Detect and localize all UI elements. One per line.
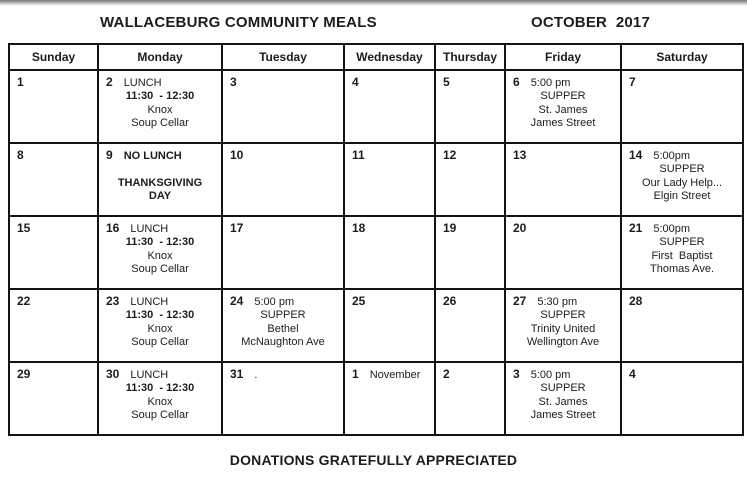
day-number: 23 [106, 294, 120, 308]
cell-top-line [101, 75, 219, 90]
cell-top-line [624, 148, 740, 163]
calendar-cell [505, 216, 621, 289]
day-header-row [9, 44, 743, 70]
cell-top-line [508, 148, 618, 162]
day-number: 25 [352, 294, 366, 308]
day-number: 2 [443, 367, 450, 381]
calendar-cell [621, 70, 743, 143]
event-line: SUPPER [260, 309, 306, 321]
cell-top-line [438, 367, 502, 381]
day-header-friday: Friday [505, 44, 621, 70]
day-number: 15 [17, 221, 31, 235]
calendar-cell [9, 216, 98, 289]
cell-top-line [225, 221, 341, 235]
day-number: 24 [230, 294, 244, 308]
event-title: 5:00 pm [530, 369, 571, 381]
day-number: 26 [443, 294, 457, 308]
day-number: 16 [106, 221, 120, 235]
day-number: 2 [106, 75, 113, 89]
calendar-table [8, 43, 744, 436]
day-number: 6 [513, 75, 520, 89]
month-label: OCTOBER 2017 [530, 14, 650, 31]
day-number: 18 [352, 221, 366, 235]
day-header-sunday: Sunday [9, 44, 98, 70]
event-line: 11:30 - 12:30 [125, 309, 195, 321]
day-number: 20 [513, 221, 527, 235]
event-line: Bethel [267, 322, 299, 335]
calendar-cell [435, 143, 505, 216]
calendar-cell [505, 70, 621, 143]
cell-top-line [347, 75, 432, 89]
cell-top-line [12, 148, 95, 162]
calendar-cell [98, 289, 222, 362]
event-line: First Baptist [651, 249, 713, 262]
cell-top-line [12, 75, 95, 89]
calendar-cell [222, 289, 344, 362]
calendar-cell [98, 216, 222, 289]
calendar-cell [9, 362, 98, 435]
cell-top-line [508, 367, 618, 382]
week-row [9, 70, 743, 143]
day-number: 29 [17, 367, 31, 381]
cell-top-line [225, 367, 341, 382]
event-line [101, 163, 219, 177]
day-header-saturday: Saturday [621, 44, 743, 70]
cell-top-line [225, 294, 341, 309]
cell-top-line [225, 148, 341, 162]
cell-top-line [347, 367, 432, 382]
calendar-cell [344, 70, 435, 143]
event-line: Our Lady Help... [641, 176, 723, 189]
cell-top-line [347, 294, 432, 308]
cell-top-line [624, 367, 740, 381]
cell-top-line [624, 221, 740, 236]
calendar-cell [505, 143, 621, 216]
day-number: 4 [629, 367, 636, 381]
cell-top-line [508, 294, 618, 309]
day-number: 12 [443, 148, 457, 162]
calendar-cell [435, 216, 505, 289]
day-number: 14 [629, 148, 643, 162]
event-line: Trinity United [530, 322, 596, 335]
day-header-tuesday: Tuesday [222, 44, 344, 70]
day-number: 13 [513, 148, 527, 162]
event-line: McNaughton Ave [241, 336, 325, 348]
day-header-thursday: Thursday [435, 44, 505, 70]
event-line: Knox [147, 322, 173, 335]
cell-top-line [438, 75, 502, 89]
calendar-cell [9, 143, 98, 216]
event-line: Elgin Street [653, 190, 711, 202]
week-row [9, 362, 743, 435]
event-line: Thomas Ave. [650, 263, 714, 275]
calendar-cell [505, 289, 621, 362]
day-number: 1 [352, 367, 359, 381]
day-number: 21 [629, 221, 643, 235]
calendar-cell [222, 70, 344, 143]
event-title: 5:30 pm [537, 296, 578, 308]
calendar-cell [344, 143, 435, 216]
cell-top-line [347, 148, 432, 162]
cell-top-line [624, 75, 740, 89]
event-line: Soup Cellar [131, 409, 189, 421]
event-line: SUPPER [540, 90, 586, 102]
event-line: Wellington Ave [526, 336, 600, 348]
cell-top-line [438, 148, 502, 162]
calendar-cell [621, 289, 743, 362]
cell-top-line [101, 148, 219, 163]
event-line: Knox [147, 249, 173, 262]
week-row [9, 143, 743, 216]
calendar-table-body [9, 70, 743, 435]
event-line: Soup Cellar [131, 336, 189, 348]
event-line: DAY [148, 190, 172, 202]
cell-top-line [101, 294, 219, 309]
day-header-monday: Monday [98, 44, 222, 70]
day-number: 8 [17, 148, 24, 162]
event-line: THANKSGIVING [117, 176, 203, 189]
day-number: 9 [106, 148, 113, 162]
event-line: SUPPER [659, 236, 705, 248]
event-title: NO LUNCH [123, 150, 182, 162]
calendar-cell [435, 289, 505, 362]
event-title: LUNCH [123, 77, 162, 89]
calendar-cell [344, 216, 435, 289]
calendar-cell [222, 143, 344, 216]
cell-top-line [225, 75, 341, 89]
calendar-cell [222, 216, 344, 289]
calendar-cell [435, 70, 505, 143]
event-line: James Street [530, 117, 596, 129]
day-number: 17 [230, 221, 244, 235]
event-line: SUPPER [659, 163, 705, 175]
cell-top-line [347, 221, 432, 235]
event-line: SUPPER [540, 309, 586, 321]
calendar-cell [98, 362, 222, 435]
event-line: Knox [147, 395, 173, 408]
calendar-cell [9, 289, 98, 362]
day-number: 10 [230, 148, 244, 162]
calendar-cell [222, 362, 344, 435]
calendar-cell [344, 362, 435, 435]
event-title: . [254, 369, 258, 381]
event-title: 5:00pm [653, 223, 691, 235]
day-number: 28 [629, 294, 643, 308]
cell-top-line [438, 294, 502, 308]
day-header-wednesday: Wednesday [344, 44, 435, 70]
cell-top-line [101, 367, 219, 382]
cell-top-line [438, 221, 502, 235]
day-number: 30 [106, 367, 120, 381]
day-number: 19 [443, 221, 457, 235]
calendar-cell [98, 70, 222, 143]
event-title: LUNCH [130, 296, 169, 308]
day-number: 3 [513, 367, 520, 381]
week-row [9, 216, 743, 289]
day-number: 22 [17, 294, 31, 308]
calendar-cell [505, 362, 621, 435]
event-title: 5:00 pm [530, 77, 571, 89]
footer-note: DONATIONS GRATEFULLY APPRECIATED [229, 452, 518, 468]
calendar-cell [621, 143, 743, 216]
cell-top-line [101, 221, 219, 236]
event-title: LUNCH [130, 223, 169, 235]
cell-top-line [12, 221, 95, 235]
event-line: SUPPER [540, 382, 586, 394]
day-number: 3 [230, 75, 237, 89]
day-number: 4 [352, 75, 359, 89]
calendar-cell [435, 362, 505, 435]
cell-top-line [508, 75, 618, 90]
calendar-cell [344, 289, 435, 362]
calendar-cell [9, 70, 98, 143]
event-title: November [369, 369, 421, 381]
day-number: 1 [17, 75, 24, 89]
event-title: 5:00pm [653, 150, 691, 162]
event-line: 11:30 - 12:30 [125, 90, 195, 102]
day-number: 11 [352, 148, 365, 162]
event-line: 11:30 - 12:30 [125, 236, 195, 248]
calendar-cell [621, 216, 743, 289]
cell-top-line [12, 294, 95, 308]
cell-top-line [12, 367, 95, 381]
event-line: Soup Cellar [131, 117, 189, 129]
event-title: LUNCH [130, 369, 169, 381]
event-line: St. James [538, 395, 588, 408]
day-number: 5 [443, 75, 450, 89]
event-line: Soup Cellar [131, 263, 189, 275]
calendar-header [0, 0, 747, 43]
event-line: 11:30 - 12:30 [125, 382, 195, 394]
calendar-cell [621, 362, 743, 435]
calendar-table-head [9, 44, 743, 70]
day-number: 27 [513, 294, 527, 308]
event-line: Knox [147, 103, 173, 116]
day-number: 7 [629, 75, 636, 89]
event-title: 5:00 pm [254, 296, 295, 308]
day-number: 31 [230, 367, 244, 381]
event-line: James Street [530, 409, 596, 421]
week-row [9, 289, 743, 362]
calendar-cell [98, 143, 222, 216]
event-line: St. James [538, 103, 588, 116]
cell-top-line [508, 221, 618, 235]
cell-top-line [624, 294, 740, 308]
page-title: WALLACEBURG COMMUNITY MEALS [100, 14, 377, 31]
